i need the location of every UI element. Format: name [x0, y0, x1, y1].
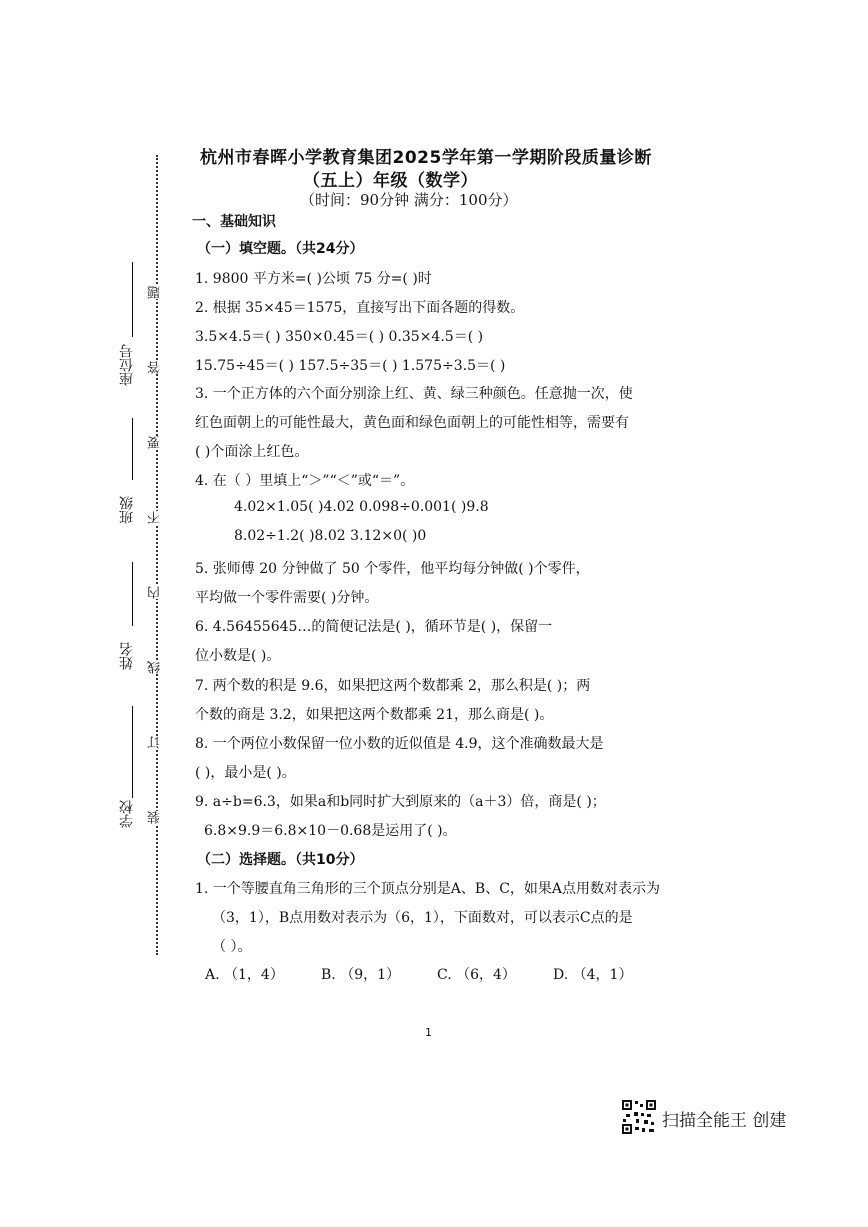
school-underline	[132, 706, 133, 798]
question-line: 8. 一个两位小数保留一位小数的近似值是 4.9，这个准确数最大是	[195, 736, 604, 752]
seat-label: 座位号	[119, 344, 135, 386]
question-line: （ ）。	[212, 939, 252, 955]
name-label: 姓名	[119, 642, 135, 670]
question-line: （3，1），B点用数对表示为（6，1），下面数对，可以表示C点的是	[212, 910, 633, 926]
seal-char: 要	[148, 436, 163, 449]
question-line: 7. 两个数的积是 9.6，如果把这两个数都乘 2，那么积是( )；两	[195, 678, 591, 694]
question-line: 3. 一个正方体的六个面分别涂上红、黄、绿三种颜色。任意抛一次，使	[195, 386, 633, 402]
page-title: 杭州市春晖小学教育集团2025学年第一学期阶段质量诊断	[200, 148, 652, 168]
seal-char: 内	[148, 586, 163, 599]
name-underline	[132, 562, 133, 626]
binding-dotted-line	[156, 155, 158, 955]
question-line: 15.75÷45＝( ) 157.5÷35＝( ) 1.575÷3.5＝( )	[195, 358, 506, 374]
part-heading: （一）填空题。（共24分）	[197, 241, 364, 257]
question-line: 9. a÷b=6.3，如果a和b同时扩大到原来的（a＋3）倍，商是( )；	[195, 794, 606, 810]
question-line: 3.5×4.5＝( ) 350×0.45＝( ) 0.35×4.5＝( )	[195, 329, 484, 345]
seal-char: 题	[148, 286, 163, 299]
seat-underline	[132, 262, 133, 337]
school-label: 学校	[119, 800, 135, 828]
seal-char: 不	[148, 511, 163, 524]
seal-char: 答	[148, 361, 163, 374]
question-line: 个数的商是 3.2，如果把这两个数都乘 21，那么商是( )。	[195, 707, 554, 723]
section-heading: 一、基础知识	[192, 214, 276, 230]
choice-option-a: A. （1，4）	[205, 967, 284, 983]
part-heading: （二）选择题。（共10分）	[197, 852, 364, 868]
question-line: 8.02÷1.2( )8.02 3.12×0( )0	[234, 528, 427, 544]
class-label: 班级	[119, 496, 135, 524]
question-line: 1. 9800 平方米=( )公顷 75 分=( )时	[195, 271, 432, 287]
qr-code-icon	[622, 1100, 656, 1134]
page-subtitle: （五上）年级（数学）	[303, 171, 478, 191]
question-line: 4. 在（ ）里填上“＞”“＜”或“＝”。	[195, 473, 415, 489]
choice-option-c: C. （6，4）	[437, 967, 516, 983]
scanner-watermark: 扫描全能王 创建	[662, 1111, 787, 1131]
question-line: ( )个面涂上红色。	[195, 444, 309, 460]
question-line: 1. 一个等腰直角三角形的三个顶点分别是A、B、C，如果A点用数对表示为	[195, 881, 661, 897]
question-line: 6. 4.56455645…的简便记法是( )，循环节是( )，保留一	[195, 619, 553, 635]
choice-option-b: B. （9，1）	[321, 967, 401, 983]
seal-char: 订	[148, 736, 163, 749]
question-line: ( )，最小是( )。	[195, 765, 296, 781]
question-line: 2. 根据 35×45＝1575，直接写出下面各题的得数。	[195, 300, 525, 316]
question-line: 红色面朝上的可能性最大，黄色面和绿色面朝上的可能性相等，需要有	[195, 415, 629, 431]
question-line: 位小数是( )。	[195, 648, 281, 664]
question-line: 5. 张师傅 20 分钟做了 50 个零件，他平均每分钟做( )个零件，	[195, 561, 590, 577]
question-line: 6.8×9.9＝6.8×10－0.68是运用了( )。	[204, 823, 457, 839]
question-line: 4.02×1.05( )4.02 0.098÷0.001( )9.8	[234, 499, 489, 515]
question-line: 平均做一个零件需要( )分钟。	[195, 590, 379, 606]
seal-char: 装	[148, 811, 163, 824]
class-underline	[132, 418, 133, 480]
choice-option-d: D. （4，1）	[553, 967, 633, 983]
page-number: 1	[425, 1026, 432, 1039]
exam-time-info: （时间：90分钟 满分：100分）	[300, 191, 518, 209]
seal-char: 线	[148, 661, 163, 674]
